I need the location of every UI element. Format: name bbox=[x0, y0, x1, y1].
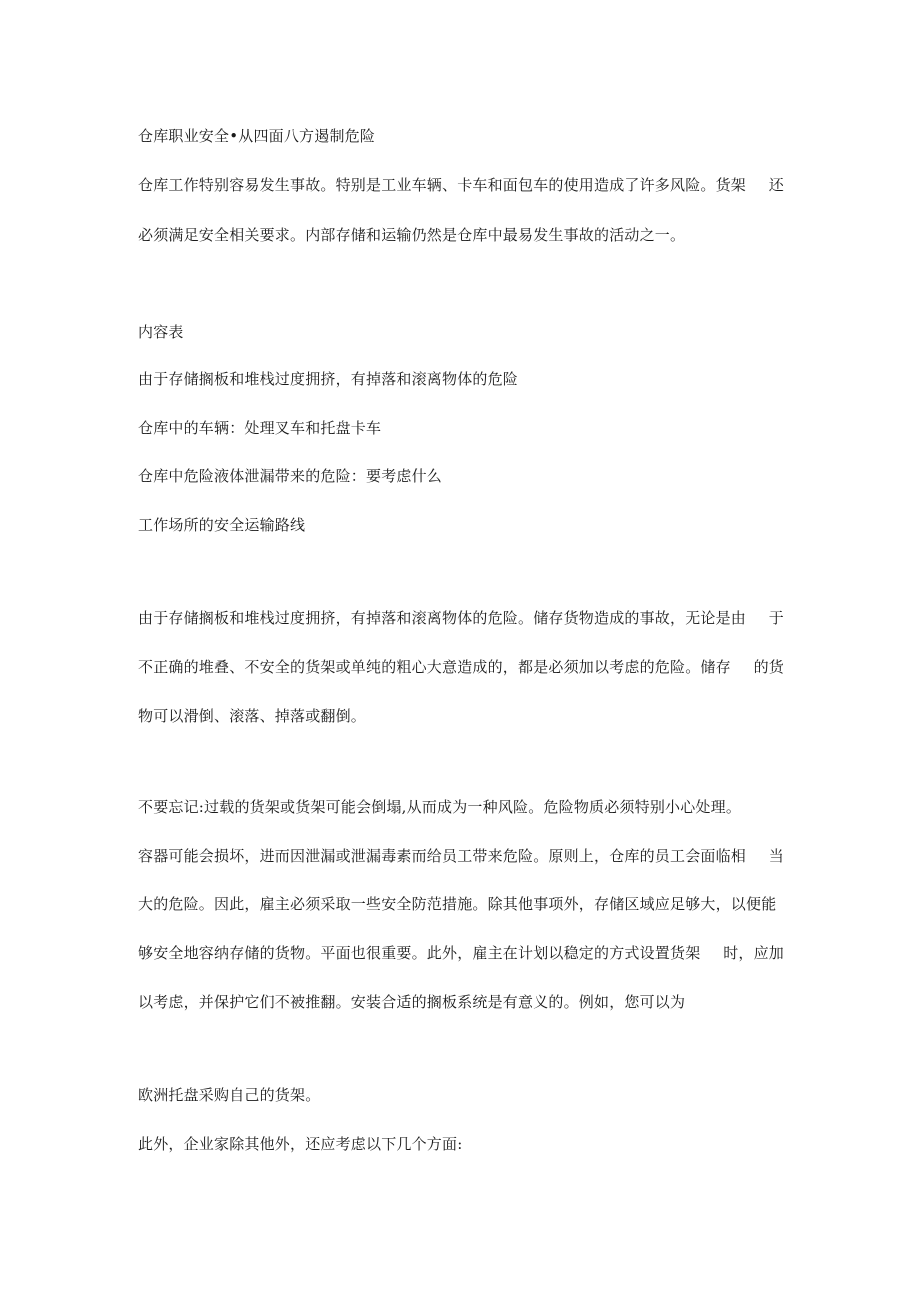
section2-line-4 bbox=[138, 943, 784, 963]
toc-item: 仓库中的车辆：处理叉车和托盘卡车 bbox=[138, 419, 382, 437]
section3-line-2: 此外，企业家除其他外，还应考虑以下几个方面: bbox=[138, 1135, 463, 1153]
section2-line-5: 以考虑，并保护它们不被推翻。安装合适的搁板系统是有意义的。例如，您可以为 bbox=[138, 993, 686, 1011]
section2-line-2-main: 容器可能会损坏，进而因泄漏或泄漏毒素而给员工带来危险。原则上，仓库的员工会面临相 bbox=[138, 847, 747, 865]
section2-line-4-end: 时，应加 bbox=[723, 944, 784, 962]
section1-line-2-main: 不正确的堆叠、不安全的货架或单纯的粗心大意造成的，都是必须加以考虑的危险。储存 bbox=[138, 658, 731, 676]
intro-line-1-end: 还 bbox=[768, 176, 784, 194]
section2-line-2 bbox=[138, 846, 784, 866]
section2-line-3: 大的危险。因此，雇主必须采取一些安全防范措施。除其他事项外，存储区域应足够大，以便能 bbox=[138, 895, 777, 913]
toc-item: 工作场所的安全运输路线 bbox=[138, 516, 306, 534]
toc-item: 仓库中危险液体泄漏带来的危险：要考虑什么 bbox=[138, 467, 443, 485]
intro-line-1 bbox=[138, 175, 784, 195]
section1-line-3: 物可以滑倒、滚落、掉落或翻倒。 bbox=[138, 707, 367, 725]
toc-heading: 内容表 bbox=[138, 323, 184, 341]
intro-line-1-main: 仓库工作特别容易发生事故。特别是工业车辆、卡车和面包车的使用造成了许多风险。货架 bbox=[138, 176, 747, 194]
section3-line-1: 欧洲托盘采购自己的货架。 bbox=[138, 1086, 321, 1104]
document-title: 仓库职业安全•从四面八方遏制危险 bbox=[138, 127, 376, 145]
section2-line-2-end: 当 bbox=[768, 847, 784, 865]
section2-line-4-main: 够安全地容纳存储的货物。平面也很重要。此外，雇主在计划以稳定的方式设置货架 bbox=[138, 944, 701, 962]
toc-item: 由于存储搁板和堆栈过度拥挤，有掉落和滚离物体的危险 bbox=[138, 370, 519, 388]
section1-line-1-end: 于 bbox=[768, 609, 784, 627]
section2-line-1: 不要忘记:过载的货架或货架可能会倒塌,从而成为一种风险。危险物质必须特别小心处理。 bbox=[138, 798, 742, 816]
section1-line-1-main: 由于存储搁板和堆栈过度拥挤，有掉落和滚离物体的危险。储存货物造成的事故，无论是由 bbox=[138, 609, 747, 627]
section1-line-1 bbox=[138, 608, 784, 628]
intro-line-2: 必须满足安全相关要求。内部存储和运输仍然是仓库中最易发生事故的活动之一。 bbox=[138, 226, 686, 244]
section1-line-2 bbox=[138, 657, 784, 677]
section1-line-2-end: 的货 bbox=[753, 658, 784, 676]
